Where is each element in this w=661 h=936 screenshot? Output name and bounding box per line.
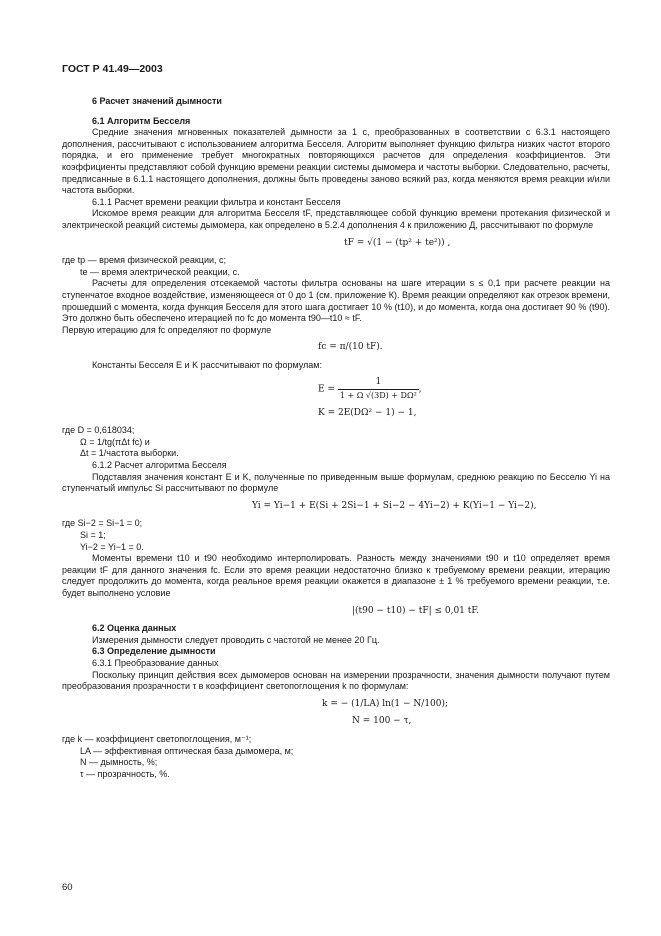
paragraph-6-1: Средние значения мгновенных показателей дымности за 1 с, преобразованных в соответствии с 6.3.1 настоящего дополнения, рассчитывают с использованием алгоритма Бесселя. Алгоритм выполняет функцию фильтра низких частот второго порядка, и его применение требует многократных повторяющихся расчетов для определения коэффициентов. Эти коэффициенты представляют собой функцию времени реакции системы дымомера и частоты выборки. Следовательно, расчеты, предписанные в 6.1.1 настоящего дополнения, должны быть проведены заново всякий раз, когда меняются время реакции и/или частота выборки. bbox=[62, 127, 610, 196]
definition-Y: Yi−2 = Yi−1 = 0. bbox=[80, 541, 144, 552]
formula-E-lhs: E = bbox=[318, 385, 338, 396]
definition-Si: Si = 1; bbox=[80, 530, 106, 540]
formula-K: K = 2E(DΩ² − 1) − 1, bbox=[318, 407, 417, 418]
definition-LA: LA — эффективная оптическая база дымомера, м; bbox=[80, 745, 294, 756]
paragraph-6-1-1-c: Первую итерацию для fc определяют по формуле bbox=[62, 324, 272, 335]
definition-k: где k — коэффициент светопоглощения, м⁻¹; bbox=[62, 733, 252, 744]
definition-tau: τ — прозрачность, %. bbox=[80, 768, 170, 779]
paragraph-6-3-1: Поскольку принцип действия всех дымомеров основан на измерении прозрачности, значения дымности получают путем преобразования прозрачности τ в коэффициент светопоглощения k по формулам: bbox=[62, 669, 610, 692]
formula-E: E = $\frac{1}{\text{1 + Ω √(3D) + DΩ²}}$ , bbox=[318, 377, 422, 401]
section-6-1-heading: 6.1 Алгоритм Бесселя bbox=[92, 115, 191, 126]
section-6-3-1-heading: 6.3.1 Преобразование данных bbox=[92, 657, 219, 668]
section-6-1-1-heading: 6.1.1 Расчет времени реакции фильтра и констант Бесселя bbox=[92, 196, 341, 207]
definition-Omega: Ω = 1/tg(πΔt fc) и bbox=[80, 436, 150, 447]
definition-D: где D = 0,618034; bbox=[62, 425, 135, 436]
formula-E-numerator: 1 bbox=[338, 377, 419, 390]
definition-te: te — время электрической реакции, с. bbox=[80, 266, 240, 277]
section-6-1-2-heading: 6.1.2 Расчет алгоритма Бесселя bbox=[92, 460, 227, 471]
definition-N: N — дымность, %; bbox=[80, 757, 158, 768]
formula-E-denominator: 1 + Ω √(3D) + DΩ² bbox=[339, 391, 417, 401]
definition-tp: где tp — время физической реакции, с; bbox=[62, 255, 227, 266]
page-number: 60 bbox=[62, 882, 73, 893]
definition-S: где Si−2 = Si−1 = 0; bbox=[62, 518, 143, 529]
section-6-2-heading: 6.2 Оценка данных bbox=[92, 623, 177, 634]
document-code: ГОСТ Р 41.49—2003 bbox=[62, 63, 163, 75]
paragraph-6-2: Измерения дымности следует проводить с частотой не менее 20 Гц. bbox=[92, 634, 380, 645]
paragraph-6-1-1-b: Расчеты для определения отсекаемой частоты фильтра основаны на шаге итерации s ≤ 0,1 при расчете реакции на ступенчатое входное воздействие, изменяющееся от 0 до 1 (см. приложение К). Время реакции определяют как отрезок времени, прошедший с момента, когда функция Бесселя для этого шага достигает 10 % (t10), и до момента, когда она достигает 90 % (t90). Это должно быть обеспечено итерацией по fc до момента t90—t10 ≈ tF. bbox=[62, 278, 610, 324]
section-6-3-heading: 6.3 Определение дымности bbox=[92, 646, 216, 657]
formula-Y: Yi = Yi−1 + E(Si + 2Si−1 + Si−2 − 4Yi−2) + K(Yi−1 − Yi−2), bbox=[252, 500, 537, 511]
paragraph-6-1-2-a: Подставляя значения констант E и K, полученные по приведенным выше формулам, среднюю реакцию по Бесселю Yi на ступенчатый импульс Si рассчитывают по формуле bbox=[62, 471, 610, 494]
formula-tf: tF = √(1 − (tp² + te²)) , bbox=[344, 237, 451, 248]
formula-E-fraction bbox=[338, 377, 419, 401]
paragraph-6-1-1-a: Искомое время реакции для алгоритма Бесселя tF, представляющее собой функцию времени протекания физической и электрической реакций системы дымомера, как определено в 5.2.4 дополнения 4 к приложению Д, рассчитывают по формуле bbox=[62, 208, 610, 230]
constants-intro: Константы Бесселя E и K рассчитывают по формулам: bbox=[92, 359, 322, 370]
page-content bbox=[62, 96, 610, 780]
paragraph-6-1-2-b: Моменты времени t10 и t90 необходимо интерполировать. Разность между значениями t90 и t10 определяет время реакции tF для данного значения fc. Если это время реакции недостаточно близко к требуемому времени реакции, итерацию следует продолжить до момента, когда реальное время реакции окажется в диапазоне ± 1 % требуемого времени реакции, т.е. будет выполнено условие bbox=[62, 553, 610, 598]
formula-k: k = − (1/LA) ln(1 − N/100); bbox=[322, 698, 449, 709]
formula-N: N = 100 − τ, bbox=[352, 716, 412, 727]
definition-dt: Δt = 1/частота выборки. bbox=[80, 448, 179, 459]
section-6-heading: 6 Расчет значений дымности bbox=[92, 96, 222, 106]
formula-fc: fc = π/(10 tF). bbox=[318, 342, 383, 353]
formula-condition: |(t90 − t10) − tF| ≤ 0,01 tF. bbox=[352, 605, 480, 616]
